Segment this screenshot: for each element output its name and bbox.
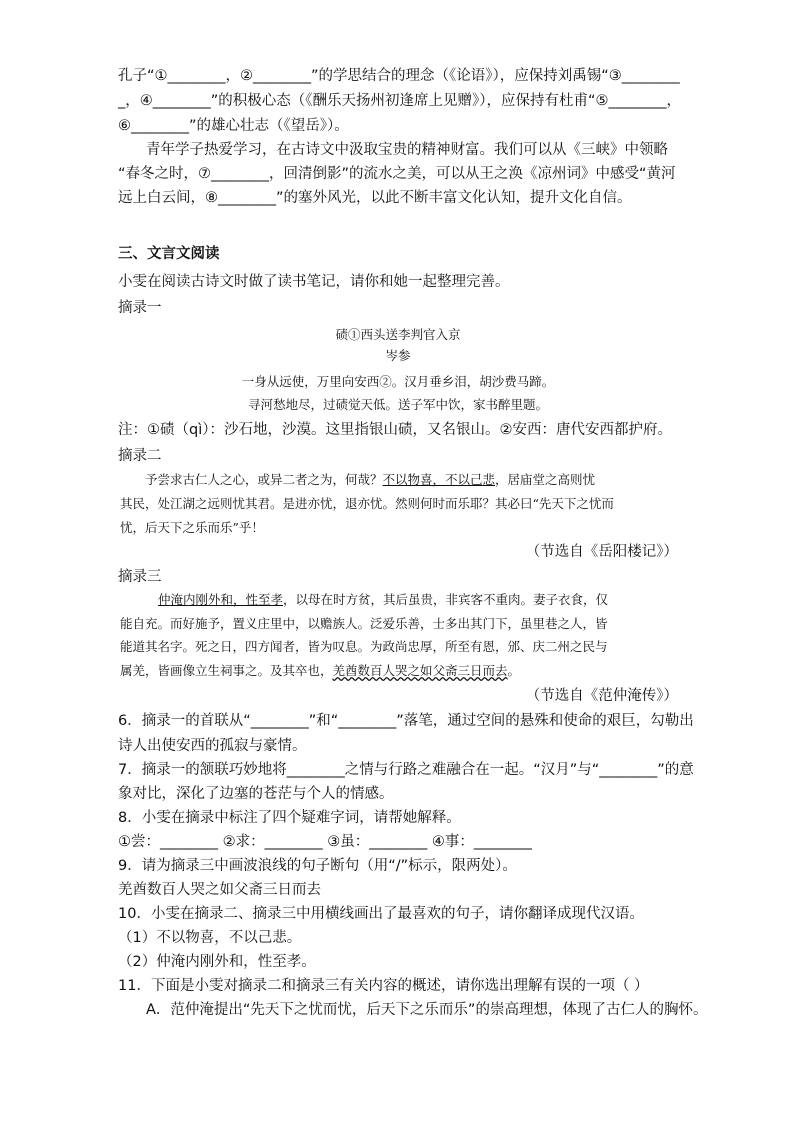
excerpt1-label: 摘录一: [118, 300, 162, 316]
excerpt2-line-2: 其民，处江湖之远则忧其君。是进亦忧，退亦忧。然则何时而乐耶？其必曰“先天下之忧而: [120, 496, 614, 511]
poem-author: 岑参: [385, 348, 411, 363]
excerpt2-line-3: 忧，后天下之乐而乐”乎！: [120, 520, 264, 535]
excerpt3-label: 摘录三: [118, 569, 162, 585]
excerpt3-line-2: 能自充。而好施予，置义庄里中，以赡族人。泛爱乐善，士多出其门下，虽里巷之人，皆: [120, 616, 608, 631]
excerpt3-line-1: [158, 591, 608, 609]
section-heading: 三、文言文阅读: [118, 246, 220, 262]
excerpt2-source: （节选自《岳阳楼记》）: [525, 544, 678, 560]
underlined-sentence: 仲淹内刚外和，性至孝: [158, 592, 284, 607]
question-8: 8．小雯在摘录中标注了四个疑难字词，请帮她解释。: [118, 810, 461, 826]
question-7-line-2: 象对比，深化了边塞的苍茫与个人的情感。: [118, 786, 394, 802]
poem-fill-line-5: “春冬之时，⑦________，回清倒影”的流水之美，可以从王之涣《凉州词》中感受“黄河: [118, 166, 676, 182]
poem-title: 碛①西头送李判官入京: [335, 327, 461, 342]
poem-fill-line-4: 青年学子热爱学习，在古诗文中汲取宝贵的精神财富。我们可以从《三峡》中领略: [146, 142, 668, 158]
question-11: 11．下面是小雯对摘录二和摘录三有关内容的概述，请你选出理解有误的一项（ ）: [118, 978, 649, 994]
question-10-item-2: （2）仲淹内刚外和，性至孝。: [118, 954, 316, 970]
question-6-line-1: 6．摘录一的首联从“________”和“________”落笔，通过空间的悬殊和使命的艰巨，勾勒出: [118, 713, 694, 729]
poem-note: 注：①碛（qì）：沙石地，沙漠。这里指银山碛，又名银山。②安西：唐代安西都护府。: [118, 422, 672, 438]
excerpt2-label: 摘录二: [118, 448, 162, 464]
excerpt2-text: ，居庙堂之高则忧: [495, 472, 596, 487]
question-9: 9．请为摘录三中画波浪线的句子断句（用“/”标示，限两处）。: [118, 858, 517, 874]
excerpt3-source: （节选自《范仲淹传》）: [525, 688, 678, 704]
excerpt3-text: 。: [507, 663, 521, 678]
poem-fill-line-3: ⑥________”的雄心壮志（《望岳》）。: [118, 118, 349, 134]
poem-line-2: 寻河愁地尽，过碛觉天低。送子军中饮，家书醉里题。: [247, 397, 548, 412]
section-intro: 小雯在阅读古诗文时做了读书笔记，请你和她一起整理完善。: [118, 274, 510, 290]
excerpt3-text: 属羌，皆画像立生祠事之。及其卒也，: [120, 663, 333, 678]
question-7-line-1: 7．摘录一的颔联巧妙地将________之情与行路之难融合在一起。“汉月”与“________”的意: [118, 762, 694, 778]
question-8-items: ①尝：________ ②求：________ ③虽：________ ④事：________: [118, 834, 532, 850]
excerpt3-line-3: 能道其名字。死之日，四方闻者，皆为叹息。为政尚忠厚，所至有恩，邠、庆二州之民与: [120, 639, 608, 654]
question-10: 10．小雯在摘录二、摘录三中用横线画出了最喜欢的句子，请你翻译成现代汉语。: [118, 906, 644, 922]
poem-line-1: 一身从远使，万里向安西②。汉月垂乡泪，胡沙费马蹄。: [241, 374, 555, 389]
poem-fill-line-6: 远上白云间，⑧________”的塞外风光，以此不断丰富文化认知，提升文化自信。: [118, 190, 632, 206]
poem-fill-line-1: 孔子“①________，②________”的学思结合的理念（《论语》），应保持刘禹锡“③________: [118, 68, 680, 84]
excerpt3-text: ，以母在时方贫，其后虽贵，非宾客不重肉。妻子衣食，仅: [283, 592, 609, 607]
question-11-option-a: A．范仲淹提出“先天下之忧而忧，后天下之乐而乐”的崇高理想，体现了古仁人的胸怀。: [146, 1002, 708, 1018]
question-10-item-1: （1）不以物喜，不以己悲。: [118, 930, 302, 946]
underlined-sentence: 不以物喜，不以己悲: [382, 472, 496, 487]
wavy-underlined-sentence: 羌酋数百人哭之如父斋三日而去: [332, 663, 508, 678]
question-6-line-2: 诗人出使安西的孤寂与豪情。: [118, 738, 307, 754]
question-9-text: 羌酋数百人哭之如父斋三日而去: [118, 882, 321, 898]
poem-fill-line-2: _，④________”的积极心态（《酬乐天扬州初逢席上见赠》），应保持有杜甫“⑤________，: [118, 93, 682, 109]
excerpt3-line-4: [120, 662, 520, 680]
excerpt2-text: 予尝求古仁人之心，或异二者之为，何哉？: [145, 472, 383, 487]
excerpt2-line-1: [145, 471, 595, 489]
